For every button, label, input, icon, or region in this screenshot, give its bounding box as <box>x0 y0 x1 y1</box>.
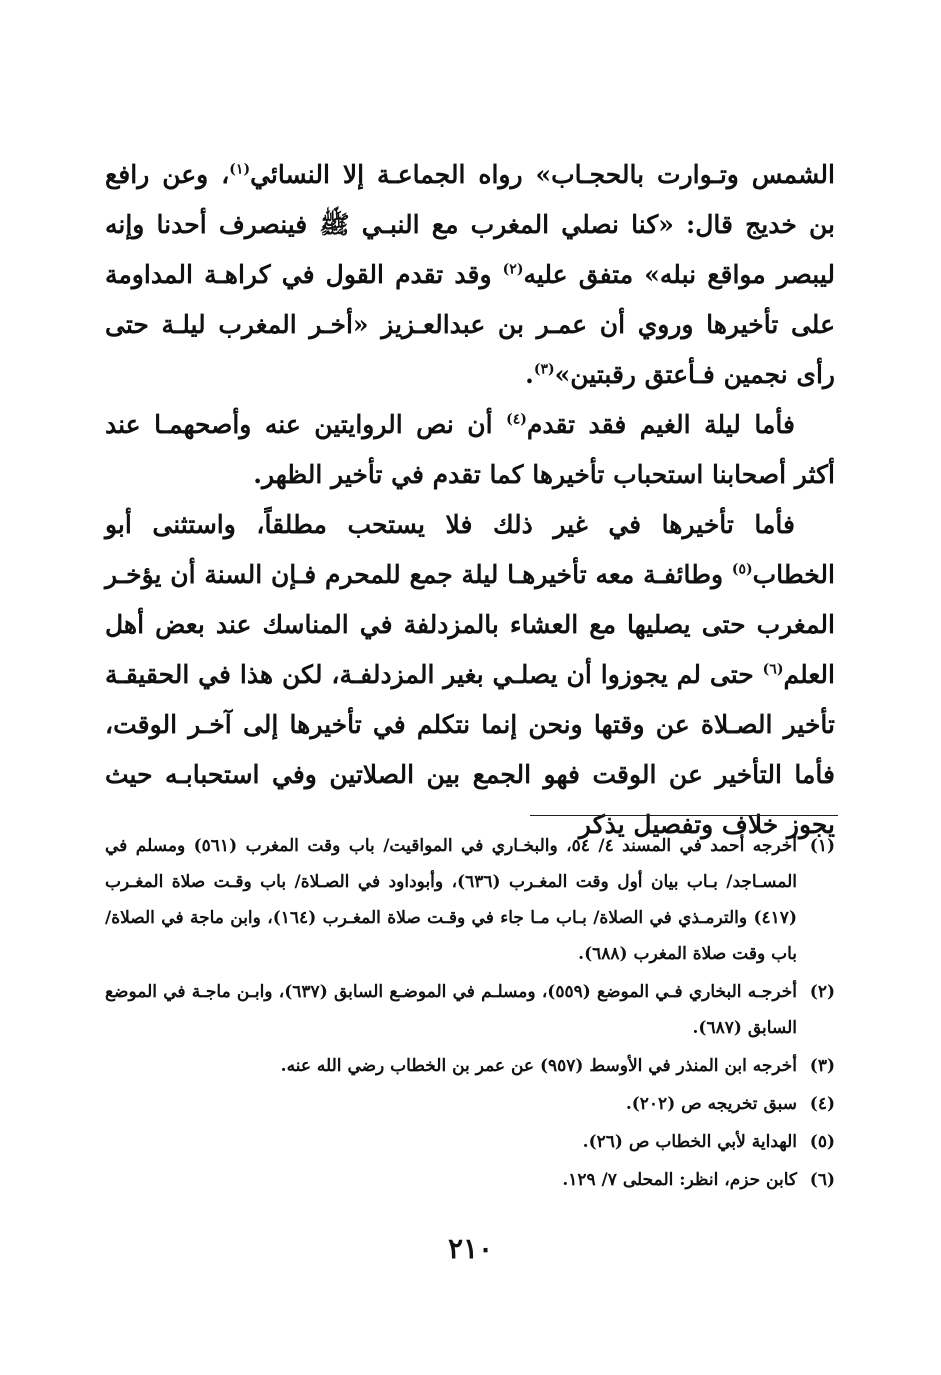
paragraph-text: فأما ليلة الغيم فقد تقدم <box>526 410 795 439</box>
paragraph-text: وطائفـة معه تأخيرهـا ليلة جمع للمحرم فـإن السنة أن يؤخـر المغرب حتى يصليها مع العشاء بالمزدلفة في المناسك عند بعض أهل العلم <box>105 560 835 689</box>
footnote-text: كابن حزم، انظر: المحلى ٧/ ١٢٩. <box>562 1170 797 1190</box>
footnotes <box>105 828 835 1200</box>
footnote-divider <box>530 815 838 816</box>
footnote-item <box>105 1162 835 1198</box>
footnote-ref: (٥) <box>731 561 753 578</box>
footnote-ref: (٢) <box>502 261 524 278</box>
footnote-number: (٦) <box>809 1170 835 1190</box>
footnote-text: أخرجه أحمد في المسند ٤/ ٥٤، والبخـاري في المواقيت/ باب وقت المغرب (٥٦١) ومسلم في المسـاجد/ بـاب بيان أول وقت المغـرب (٦٣٦)، وأبوداود في الصـلاة/ باب وقـت صلاة المغـرب (٤١٧) والترمـذي في الصلاة/ بـاب مـا جاء في وقـت صلاة المغـرب (١٦٤)، وابن ماجة في الصلاة/ باب وقت صلاة المغرب (٦٨٨). <box>105 836 797 964</box>
footnote-item <box>105 828 835 972</box>
footnote-ref: (٦) <box>762 661 784 678</box>
footnote-number: (٥) <box>809 1132 835 1152</box>
paragraph-2 <box>105 400 835 500</box>
paragraph-text: أن نص الروايتين عنه وأصحهمـا عند أكثر أصحابنا استحباب تأخيرها كما تقدم في تأخير الظهر. <box>105 410 835 489</box>
paragraph-text: فأما تأخيرها في غير ذلك فلا يستحب مطلقاً، واستثنى أبو الخطاب <box>105 510 835 589</box>
page-number: ٢١٠ <box>447 1232 494 1265</box>
paragraph-text: ، وعن رافع بن خديج قال: «كنا نصلي المغرب مع النبـي ﷺ فينصرف أحدنا وإنه ليبصر مواقع نبله» متفق عليه <box>105 160 836 289</box>
paragraph-3 <box>105 500 835 850</box>
footnote-number: (٢) <box>809 982 835 1002</box>
footnote-number: (٤) <box>809 1094 835 1114</box>
footnote-text: سبق تخريجه ص (٢٠٢). <box>625 1094 797 1114</box>
footnote-item <box>105 974 835 1046</box>
paragraph-text: حتى لم يجوزوا أن يصلـي بغير المزدلفـة، لكن هذا في الحقيقـة تأخير الصـلاة عن وقتها ونحن إنما نتكلم في تأخيرها إلى آخـر الوقت، فأما التأخير عن الوقت فهو الجمع بين الصلاتين وفي استحبابـه حيث يجوز خلاف وتفصيل يذكر <box>105 660 835 839</box>
footnote-text: أخرجـه البخاري فـي الموضع (٥٥٩)، ومسلـم في الموضـع السابق (٦٣٧)، وابـن ماجـة في الموضع السابق (٦٨٧). <box>105 982 797 1038</box>
footnote-ref: (٤) <box>506 411 527 428</box>
paragraph-1 <box>105 150 835 400</box>
footnote-text: أخرجه ابن المنذر في الأوسط (٩٥٧) عن عمر بن الخطاب رضي الله عنه. <box>280 1056 797 1076</box>
main-text <box>105 150 835 850</box>
footnote-item <box>105 1124 835 1160</box>
paragraph-text: وقد تقدم القول في كراهـة المداومة على تأخيرها وروي أن عمـر بن عبدالعـزيز «أخـر المغرب ليلـة حتى رأى نجمين فـأعتق رقبتين» <box>105 260 835 389</box>
footnote-item <box>105 1086 835 1122</box>
footnote-ref: (١) <box>229 161 251 178</box>
footnote-text: الهداية لأبي الخطاب ص (٢٦). <box>582 1132 797 1152</box>
paragraph-text: الشمس وتـوارت بالحجـاب» رواه الجماعـة إلا النسائي <box>250 160 835 189</box>
footnote-ref: (٣) <box>533 361 555 378</box>
footnote-number: (١) <box>809 836 835 856</box>
footnote-item <box>105 1048 835 1084</box>
footnote-number: (٣) <box>809 1056 835 1076</box>
paragraph-text: . <box>525 360 534 389</box>
